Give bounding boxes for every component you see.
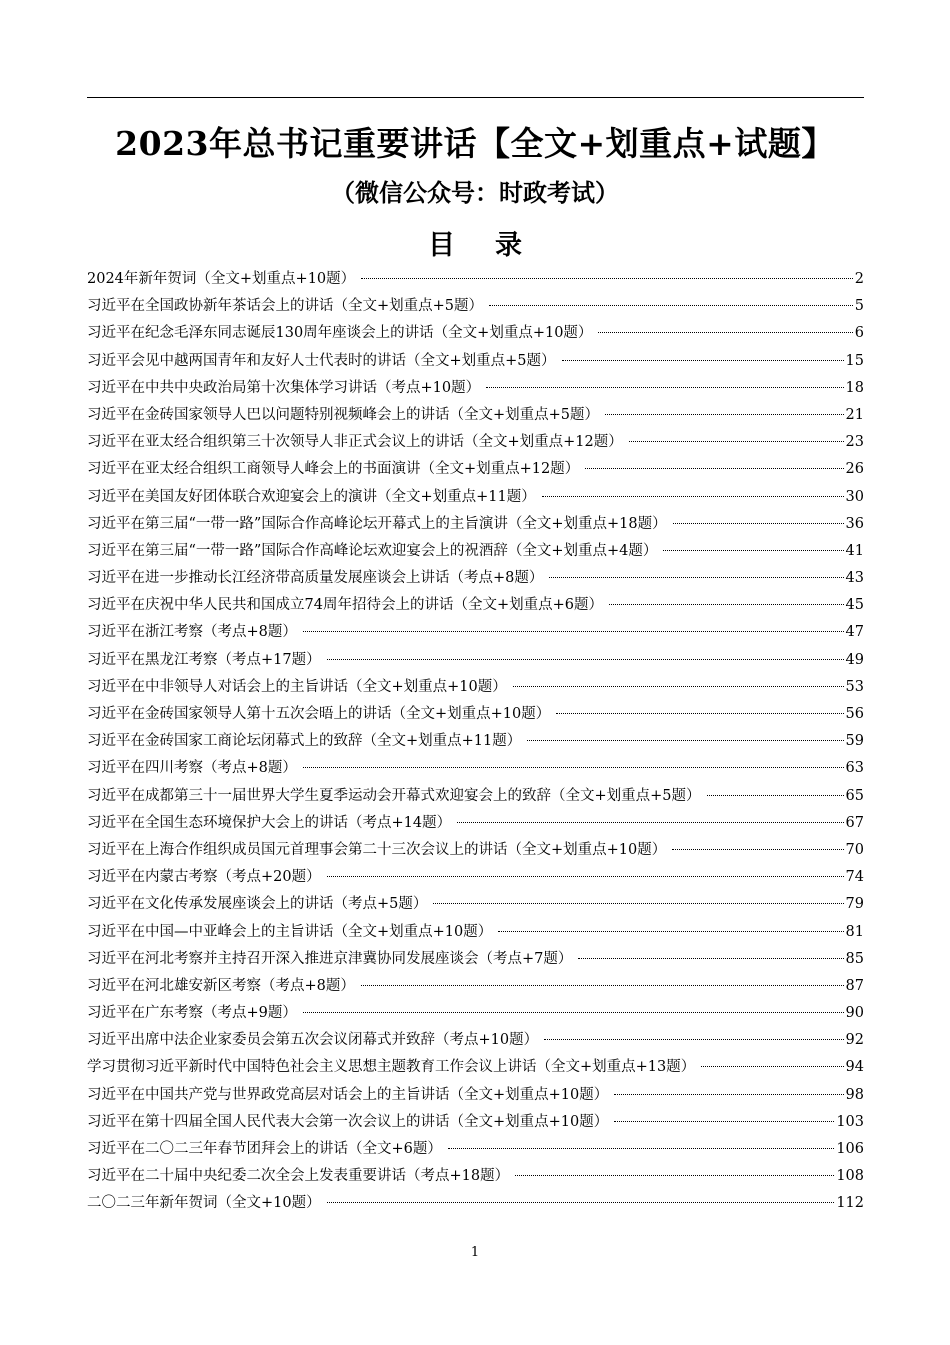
toc-entry-title: 习近平在全国政协新年茶话会上的讲话（全文+划重点+5题）: [87, 298, 484, 315]
toc-entry[interactable]: [87, 1109, 864, 1136]
toc-entry-page: 108: [836, 1168, 864, 1185]
toc-dot-leader: [556, 712, 843, 714]
toc-entry-title: 习近平在中国—中亚峰会上的主旨讲话（全文+划重点+10题）: [87, 923, 493, 940]
toc-dot-leader: [361, 277, 853, 279]
toc-dot-leader: [585, 467, 843, 469]
toc-entry-title: 二〇二三年新年贺词（全文+10题）: [87, 1195, 321, 1212]
toc-entry-page: 63: [845, 760, 864, 777]
toc-entry[interactable]: [87, 728, 864, 755]
toc-entry-title: 2024年新年贺词（全文+划重点+10题）: [87, 271, 356, 287]
toc-entry-title: 习近平在进一步推动长江经济带高质量发展座谈会上讲话（考点+8题）: [87, 570, 544, 587]
toc-entry[interactable]: [87, 1054, 864, 1081]
toc-entry-title: 习近平在第三届“一带一路”国际合作高峰论坛开幕式上的主旨演讲（全文+划重点+18题）: [87, 515, 667, 532]
toc-entry-title: 习近平在上海合作组织成员国元首理事会第二十三次会议上的讲话（全文+划重点+10题）: [87, 841, 667, 858]
table-of-contents: [87, 266, 864, 1218]
toc-entry[interactable]: [87, 456, 864, 483]
page-number: 1: [470, 1245, 480, 1260]
toc-entry-title: 习近平在亚太经合组织第三十次领导人非正式会议上的讲话（全文+划重点+12题）: [87, 434, 623, 451]
toc-entry[interactable]: [87, 320, 864, 347]
toc-entry[interactable]: [87, 375, 864, 402]
toc-dot-leader: [542, 495, 844, 497]
toc-entry-title: 学习贯彻习近平新时代中国特色社会主义思想主题教育工作会议上讲话（全文+划重点+13题）: [87, 1059, 696, 1076]
toc-entry-page: 74: [845, 869, 864, 886]
toc-entry[interactable]: [87, 1027, 864, 1054]
toc-dot-leader: [707, 794, 844, 796]
toc-dot-leader: [672, 848, 843, 850]
toc-entry-page: 92: [845, 1032, 864, 1049]
toc-dot-leader: [498, 930, 843, 932]
toc-entry[interactable]: [87, 919, 864, 946]
toc-entry[interactable]: [87, 674, 864, 701]
toc-entry[interactable]: [87, 619, 864, 646]
toc-entry-title: 习近平在二〇二三年春节团拜会上的讲话（全文+6题）: [87, 1141, 442, 1157]
document-subtitle: （微信公众号：时政考试）: [331, 178, 619, 207]
toc-entry-page: 43: [845, 570, 864, 587]
toc-entry-page: 53: [845, 678, 864, 695]
toc-entry-page: 103: [836, 1113, 864, 1130]
toc-entry-page: 15: [845, 352, 864, 369]
toc-entry[interactable]: [87, 293, 864, 320]
toc-dot-leader: [663, 549, 843, 551]
toc-dot-leader: [562, 359, 844, 361]
toc-entry-page: 49: [845, 651, 864, 668]
toc-entry-page: 81: [845, 923, 864, 940]
toc-entry[interactable]: [87, 755, 864, 782]
toc-entry-title: 习近平在浙江考察（考点+8题）: [87, 624, 297, 641]
toc-entry-title: 习近平出席中法企业家委员会第五次会议闭幕式并致辞（考点+10题）: [87, 1032, 539, 1049]
toc-entry-title: 习近平在中国共产党与世界政党高层对话会上的主旨讲话（全文+划重点+10题）: [87, 1086, 609, 1103]
toc-entry-title: 习近平在河北雄安新区考察（考点+8题）: [87, 977, 355, 994]
toc-entry-page: 47: [845, 624, 864, 641]
toc-entry-page: 5: [854, 298, 864, 315]
toc-entry-title: 习近平在四川考察（考点+8题）: [87, 760, 297, 777]
toc-entry-title: 习近平在文化传承发展座谈会上的讲话（考点+5题）: [87, 896, 428, 913]
toc-dot-leader: [327, 658, 844, 660]
toc-entry-title: 习近平在纪念毛泽东同志诞辰130周年座谈会上的讲话（全文+划重点+10题）: [87, 325, 593, 342]
toc-entry[interactable]: [87, 511, 864, 538]
toc-entry[interactable]: [87, 429, 864, 456]
toc-entry-page: 26: [845, 461, 864, 478]
toc-entry-title: 习近平在美国友好团体联合欢迎宴会上的演讲（全文+划重点+11题）: [87, 488, 536, 505]
toc-entry-page: 41: [845, 542, 864, 559]
toc-dot-leader: [605, 413, 844, 415]
toc-entry-page: 87: [845, 977, 864, 994]
toc-dot-leader: [486, 386, 843, 388]
toc-entry-title: 习近平在中非领导人对话会上的主旨讲话（全文+划重点+10题）: [87, 678, 507, 695]
toc-entry-page: 18: [845, 379, 864, 396]
toc-entry[interactable]: [87, 701, 864, 728]
toc-entry[interactable]: [87, 1082, 864, 1109]
toc-entry-page: 59: [845, 733, 864, 750]
toc-entry-page: 94: [845, 1059, 864, 1076]
toc-dot-leader: [614, 1093, 843, 1095]
toc-dot-leader: [598, 331, 852, 333]
toc-entry-page: 112: [836, 1195, 864, 1212]
toc-entry[interactable]: [87, 810, 864, 837]
toc-entry[interactable]: [87, 1163, 864, 1190]
toc-entry-page: 30: [845, 488, 864, 505]
toc-entry-page: 98: [845, 1086, 864, 1103]
toc-entry-page: 2: [854, 271, 864, 287]
toc-entry[interactable]: [87, 266, 864, 293]
toc-dot-leader: [327, 1201, 835, 1203]
toc-entry[interactable]: [87, 565, 864, 592]
toc-entry[interactable]: [87, 538, 864, 565]
header-rule: [87, 97, 864, 98]
toc-entry-title: 习近平会见中越两国青年和友好人士代表时的讲话（全文+划重点+5题）: [87, 352, 556, 369]
toc-entry-title: 习近平在中共中央政治局第十次集体学习讲话（考点+10题）: [87, 379, 481, 396]
toc-dot-leader: [361, 984, 844, 986]
toc-entry[interactable]: [87, 348, 864, 375]
toc-dot-leader: [457, 821, 843, 823]
toc-entry-page: 21: [845, 406, 864, 423]
toc-entry[interactable]: [87, 1136, 864, 1163]
toc-entry-page: 45: [845, 597, 864, 614]
toc-entry[interactable]: [87, 1000, 864, 1027]
toc-entry-title: 习近平在河北考察并主持召开深入推进京津冀协同发展座谈会（考点+7题）: [87, 950, 573, 967]
toc-entry[interactable]: [87, 891, 864, 918]
toc-dot-leader: [549, 576, 843, 578]
toc-entry-title: 习近平在内蒙古考察（考点+20题）: [87, 869, 321, 886]
toc-entry-title: 习近平在广东考察（考点+9题）: [87, 1005, 297, 1022]
toc-entry-page: 65: [845, 787, 864, 804]
toc-entry-page: 56: [845, 706, 864, 722]
toc-entry[interactable]: [87, 647, 864, 674]
toc-entry-page: 6: [854, 325, 864, 342]
toc-dot-leader: [327, 875, 844, 877]
toc-dot-leader: [614, 1120, 834, 1122]
toc-entry-title: 习近平在全国生态环境保护大会上的讲话（考点+14题）: [87, 814, 452, 831]
toc-entry-title: 习近平在黑龙江考察（考点+17题）: [87, 651, 321, 668]
toc-heading: 目录: [428, 230, 562, 261]
toc-entry[interactable]: [87, 864, 864, 891]
toc-entry-page: 85: [845, 950, 864, 967]
toc-dot-leader: [448, 1147, 834, 1149]
toc-entry-title: 习近平在成都第三十一届世界大学生夏季运动会开幕式欢迎宴会上的致辞（全文+划重点+5题）: [87, 787, 701, 804]
toc-entry[interactable]: [87, 783, 864, 810]
toc-entry[interactable]: [87, 484, 864, 511]
toc-entry-title: 习近平在第三届“一带一路”国际合作高峰论坛欢迎宴会上的祝酒辞（全文+划重点+4题）: [87, 542, 658, 559]
toc-entry-title: 习近平在二十届中央纪委二次全会上发表重要讲话（考点+18题）: [87, 1168, 510, 1185]
toc-dot-leader: [489, 304, 853, 306]
toc-entry-page: 70: [845, 841, 864, 858]
toc-dot-leader: [544, 1038, 843, 1040]
toc-dot-leader: [673, 522, 844, 524]
toc-dot-leader: [513, 685, 844, 687]
toc-dot-leader: [578, 957, 843, 959]
toc-entry-page: 90: [845, 1005, 864, 1022]
toc-dot-leader: [629, 440, 844, 442]
toc-entry[interactable]: [87, 946, 864, 973]
toc-entry-title: 习近平在庆祝中华人民共和国成立74周年招待会上的讲话（全文+划重点+6题）: [87, 597, 603, 614]
toc-entry[interactable]: [87, 837, 864, 864]
toc-dot-leader: [433, 902, 843, 904]
toc-entry[interactable]: [87, 973, 864, 1000]
toc-entry[interactable]: [87, 592, 864, 619]
toc-dot-leader: [609, 603, 844, 605]
toc-entry[interactable]: [87, 1190, 864, 1217]
toc-entry-page: 106: [836, 1141, 864, 1157]
toc-dot-leader: [527, 739, 843, 741]
toc-entry-title: 习近平在第十四届全国人民代表大会第一次会议上的讲话（全文+划重点+10题）: [87, 1113, 609, 1130]
toc-dot-leader: [303, 766, 844, 768]
document-title: 2023年总书记重要讲话【全文+划重点+试题】: [115, 124, 835, 163]
toc-dot-leader: [303, 630, 844, 632]
toc-entry-title: 习近平在金砖国家领导人第十五次会晤上的讲话（全文+划重点+10题）: [87, 706, 551, 722]
toc-dot-leader: [303, 1011, 844, 1013]
toc-entry-title: 习近平在金砖国家领导人巴以问题特别视频峰会上的讲话（全文+划重点+5题）: [87, 406, 600, 423]
toc-entry-page: 23: [845, 434, 864, 451]
toc-dot-leader: [701, 1065, 843, 1067]
toc-entry-title: 习近平在亚太经合组织工商领导人峰会上的书面演讲（全文+划重点+12题）: [87, 461, 580, 478]
toc-dot-leader: [515, 1174, 834, 1176]
toc-entry-page: 67: [845, 814, 864, 831]
toc-entry-title: 习近平在金砖国家工商论坛闭幕式上的致辞（全文+划重点+11题）: [87, 733, 522, 750]
toc-entry[interactable]: [87, 402, 864, 429]
toc-entry-page: 79: [845, 896, 864, 913]
toc-entry-page: 36: [845, 515, 864, 532]
